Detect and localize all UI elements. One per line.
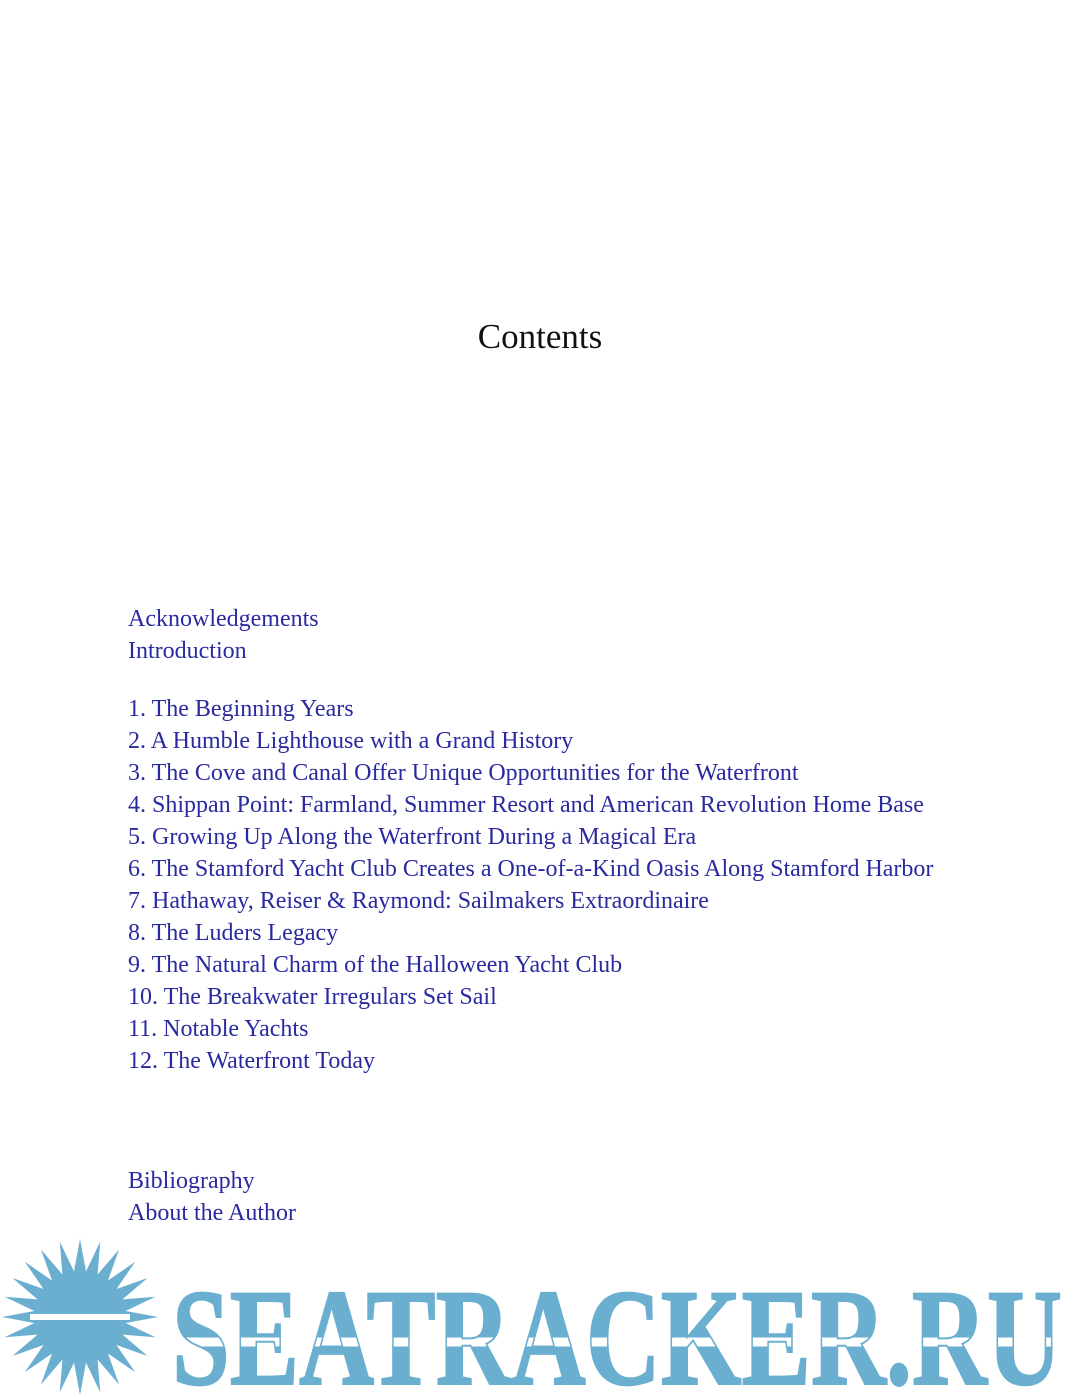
watermark-text: SEATRACKER.RU xyxy=(172,1261,1062,1397)
toc-link-chapter-9[interactable]: 9. The Natural Charm of the Halloween Yacht Club xyxy=(128,952,623,978)
toc-link-introduction[interactable]: Introduction xyxy=(128,638,247,664)
toc-link-chapter-8[interactable]: 8. The Luders Legacy xyxy=(128,920,339,946)
toc-back-matter xyxy=(128,1165,954,1229)
toc-link-acknowledgements[interactable]: Acknowledgements xyxy=(128,606,319,632)
sun-icon xyxy=(2,1239,158,1395)
page-title: Contents xyxy=(477,317,603,356)
toc-link-bibliography[interactable]: Bibliography xyxy=(128,1168,255,1194)
toc-link-chapter-3[interactable]: 3. The Cove and Canal Offer Unique Opportunities for the Waterfront xyxy=(128,760,799,786)
toc-front-matter xyxy=(128,603,954,667)
toc-link-chapter-12[interactable]: 12. The Waterfront Today xyxy=(128,1048,375,1074)
toc-chapters xyxy=(128,693,954,1077)
toc-link-chapter-10[interactable]: 10. The Breakwater Irregulars Set Sail xyxy=(128,984,497,1010)
watermark-logo xyxy=(0,1238,1080,1397)
toc-link-chapter-7[interactable]: 7. Hathaway, Reiser & Raymond: Sailmakers Extraordinaire xyxy=(128,888,709,914)
toc-link-chapter-11[interactable]: 11. Notable Yachts xyxy=(128,1016,309,1042)
toc-link-chapter-4[interactable]: 4. Shippan Point: Farmland, Summer Resort and American Revolution Home Base xyxy=(128,792,924,818)
toc-link-chapter-5[interactable]: 5. Growing Up Along the Waterfront During a Magical Era xyxy=(128,824,697,850)
toc-link-chapter-1[interactable]: 1. The Beginning Years xyxy=(128,696,354,722)
toc-link-chapter-6[interactable]: 6. The Stamford Yacht Club Creates a One-of-a-Kind Oasis Along Stamford Harbor xyxy=(128,856,934,882)
toc-link-about-the-author[interactable]: About the Author xyxy=(128,1200,296,1226)
toc-link-chapter-2[interactable]: 2. A Humble Lighthouse with a Grand History xyxy=(128,728,574,754)
